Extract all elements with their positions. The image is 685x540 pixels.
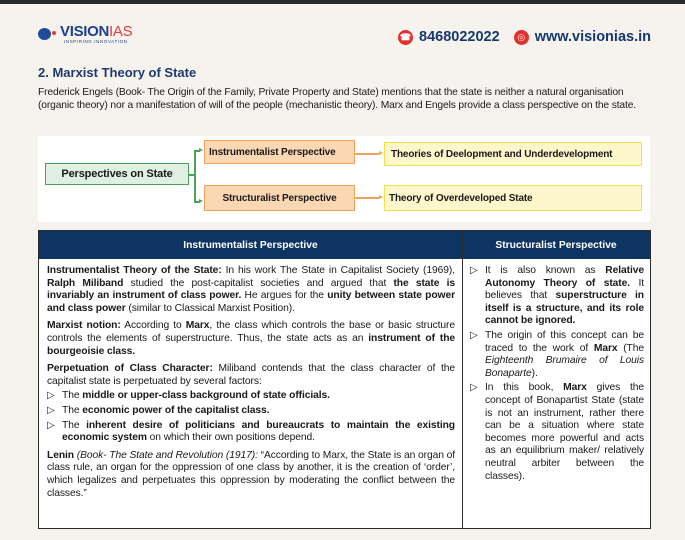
column-header-structuralist: Structuralist Perspective xyxy=(495,239,617,251)
marxist-notion-paragraph: Marxist notion: According to Marx, the class which controls the base or basic structure controls the elements of superstructure. Thus, the state acts as an instrument of the bourgeoisie class. xyxy=(47,320,456,357)
logo-mark-icon xyxy=(38,27,58,41)
diagram-root-perspectives-on-state: Perspectives on State xyxy=(45,163,189,185)
diagram-instrumentalist-perspective: Instrumentalist Perspective xyxy=(204,140,355,164)
perspectives-diagram xyxy=(38,136,650,222)
play-arrow-icon: ▷ xyxy=(47,419,55,431)
contact-info xyxy=(398,29,651,45)
column-divider xyxy=(462,231,463,528)
instrumentalist-column xyxy=(47,265,455,505)
play-arrow-icon: ▷ xyxy=(47,404,55,416)
lenin-quote-paragraph: Lenin (Book- The State and Revolution (1917): “According to Marx, the State is an organ of class rule, an organ for the oppression of one class by another, it is the creation of ‘order’, which legalizes and perpetuates this oppression by moderating the conflict between the classes.” xyxy=(47,449,455,499)
arrow-icon xyxy=(199,148,203,152)
phone-icon: ☎ xyxy=(398,30,413,45)
list-item: ▷ In this book, Marx gives the concept of Bonapartist State (state is not an instrument, rather there can be a situation where state becomes more powerful and acts as an equilibrium maker/ relatively neutral arbiter between the classes). xyxy=(470,382,645,482)
play-arrow-icon: ▷ xyxy=(470,329,478,341)
list-item: ▷ The origin of this concept can be traced to the work of Marx (The Eighteenth Brumaire of Louis Bonaparte). xyxy=(470,329,644,379)
phone-number: 8468022022 xyxy=(419,29,500,45)
instrumentalist-theory-paragraph: Instrumentalist Theory of the State: In his work The State in Capitalist Society (1969), Ralph Miliband studied the post-capitalist societies and argued that the state is invariably an instrument of class power. He argues for the unity between state power and class power (similar to Classical Marxist Position). xyxy=(47,265,455,314)
logo-tagline: INSPIRING INNOVATION xyxy=(64,39,128,44)
perspectives-table xyxy=(38,230,651,529)
logo-word-ias: IAS xyxy=(109,23,133,40)
logo-word-vision: VISION xyxy=(60,23,110,40)
page-header xyxy=(0,4,685,56)
perpetuation-paragraph: Perpetuation of Class Character: Miliband contends that the class character of the capitalist state is perpetuated by several factors: xyxy=(47,363,455,387)
play-arrow-icon: ▷ xyxy=(470,382,478,394)
globe-icon: ◎ xyxy=(514,30,529,45)
diagram-theories-of-development: Theories of Deelopment and Underdevelopment xyxy=(384,142,642,166)
play-arrow-icon: ▷ xyxy=(470,265,478,276)
intro-paragraph: Frederick Engels (Book- The Origin of the Family, Private Property and State) mentions that the state is neither a natural organisation (organic theory) nor a manifestation of will of the people (mechanistic theory). Marx and Engels provide a class perspective on the state. xyxy=(38,87,636,112)
list-item: ▷ The economic power of the capitalist class. xyxy=(47,404,270,416)
column-header-instrumentalist: Instrumentalist Perspective xyxy=(183,239,318,251)
arrow-icon xyxy=(199,199,203,203)
arrow-icon xyxy=(379,151,383,155)
list-item: ▷ It is also known as Relative Autonomy Theory of state. It believes that superstructure in itself is a structure, and its role cannot be ignored. xyxy=(470,265,644,327)
section-title: 2. Marxist Theory of State xyxy=(38,65,197,80)
structuralist-column xyxy=(470,265,644,485)
visionias-logo xyxy=(38,24,132,45)
website-link[interactable]: www.visionias.in xyxy=(534,29,651,45)
diagram-theory-overdeveloped-state: Theory of Overdeveloped State xyxy=(384,185,642,211)
diagram-structuralist-perspective: Structuralist Perspective xyxy=(204,185,355,211)
list-item: ▷ The inherent desire of politicians and bureaucrats to maintain the existing economic system on which their own positions depend. xyxy=(47,419,455,444)
table-header xyxy=(39,231,650,259)
arrow-icon xyxy=(379,195,383,199)
play-arrow-icon: ▷ xyxy=(47,390,55,402)
list-item: ▷ The middle or upper-class background of state officials. xyxy=(47,390,330,402)
